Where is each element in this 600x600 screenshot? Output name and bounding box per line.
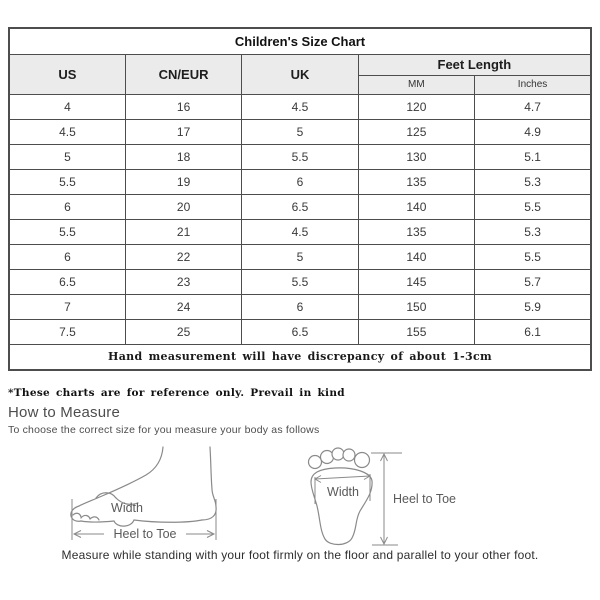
- table-row: [9, 269, 591, 294]
- table-cell: 5.7: [475, 269, 591, 294]
- table-cell: 7: [9, 294, 125, 319]
- table-cell: 120: [358, 94, 474, 119]
- table-row: [9, 94, 591, 119]
- toe-circle: [355, 453, 370, 468]
- table-row: [9, 144, 591, 169]
- table-cell: 4.9: [475, 119, 591, 144]
- table-row: [9, 219, 591, 244]
- table-cell: 21: [125, 219, 241, 244]
- table-row: [9, 119, 591, 144]
- table-cell: 5.1: [475, 144, 591, 169]
- measure-caption: Measure while standing with your foot firmly on the floor and parallel to your other foot.: [61, 548, 539, 562]
- column-header-mm: MM: [358, 75, 474, 94]
- reference-note: *These charts are for reference only. Prevail in kind: [8, 387, 345, 399]
- side-width-label: Width: [111, 501, 143, 515]
- size-table-header: [9, 28, 591, 94]
- size-chart-table: [8, 27, 592, 371]
- table-cell: 18: [125, 144, 241, 169]
- column-header-uk: UK: [242, 54, 358, 94]
- table-cell: 22: [125, 244, 241, 269]
- toe-circle: [343, 449, 355, 461]
- table-cell: 5.5: [242, 144, 358, 169]
- column-header-row: [9, 54, 591, 75]
- table-cell: 130: [358, 144, 474, 169]
- column-header-feet-length: Feet Length: [358, 54, 591, 75]
- table-cell: 5.9: [475, 294, 591, 319]
- table-row: [9, 194, 591, 219]
- table-cell: 17: [125, 119, 241, 144]
- size-table-body: [9, 94, 591, 344]
- table-cell: 5: [9, 144, 125, 169]
- table-cell: 23: [125, 269, 241, 294]
- table-row: [9, 294, 591, 319]
- side-foot-diagram: [52, 446, 232, 548]
- table-cell: 140: [358, 194, 474, 219]
- table-cell: 7.5: [9, 319, 125, 344]
- table-footnote: Hand measurement will have discrepancy of about 1-3cm: [9, 344, 591, 370]
- table-cell: 6.1: [475, 319, 591, 344]
- column-header-cn-eur: CN/EUR: [125, 54, 241, 94]
- table-cell: 155: [358, 319, 474, 344]
- table-cell: 145: [358, 269, 474, 294]
- table-cell: 24: [125, 294, 241, 319]
- table-cell: 5.5: [9, 219, 125, 244]
- table-cell: 6: [242, 294, 358, 319]
- table-cell: 6.5: [242, 319, 358, 344]
- toe-circle: [309, 456, 322, 469]
- table-cell: 5.3: [475, 169, 591, 194]
- table-cell: 25: [125, 319, 241, 344]
- table-row: [9, 319, 591, 344]
- table-cell: 4.5: [9, 119, 125, 144]
- table-cell: 135: [358, 169, 474, 194]
- table-cell: 4.5: [242, 94, 358, 119]
- top-foot-diagram: [305, 448, 465, 552]
- table-row: [9, 169, 591, 194]
- table-cell: 20: [125, 194, 241, 219]
- toe-circle: [321, 451, 334, 464]
- table-cell: 5.5: [475, 194, 591, 219]
- toe-circle: [332, 448, 344, 460]
- table-cell: 4.5: [242, 219, 358, 244]
- table-cell: 5: [242, 119, 358, 144]
- side-heel-to-toe-label: Heel to Toe: [113, 527, 177, 541]
- table-cell: 5.5: [9, 169, 125, 194]
- table-cell: 4.7: [475, 94, 591, 119]
- table-cell: 4: [9, 94, 125, 119]
- how-to-measure-heading: How to Measure: [8, 404, 121, 421]
- how-to-measure-intro: To choose the correct size for you measure your body as follows: [8, 424, 320, 436]
- table-cell: 150: [358, 294, 474, 319]
- column-header-inches: Inches: [475, 75, 591, 94]
- table-cell: 6: [9, 244, 125, 269]
- footnote-row: [9, 344, 591, 370]
- table-row: [9, 244, 591, 269]
- table-cell: 19: [125, 169, 241, 194]
- table-cell: 5.5: [242, 269, 358, 294]
- table-title-row: [9, 28, 591, 54]
- table-cell: 5: [242, 244, 358, 269]
- table-cell: 6: [9, 194, 125, 219]
- table-cell: 16: [125, 94, 241, 119]
- table-cell: 5.3: [475, 219, 591, 244]
- top-width-label: Width: [327, 485, 359, 499]
- top-heel-to-toe-label: Heel to Toe: [393, 492, 457, 506]
- side-foot-outline: [71, 447, 216, 526]
- table-title: Children's Size Chart: [9, 28, 591, 54]
- size-table-footer: [9, 344, 591, 370]
- table-cell: 6.5: [9, 269, 125, 294]
- table-cell: 135: [358, 219, 474, 244]
- column-header-us: US: [9, 54, 125, 94]
- table-cell: 6.5: [242, 194, 358, 219]
- table-cell: 5.5: [475, 244, 591, 269]
- table-cell: 140: [358, 244, 474, 269]
- table-cell: 125: [358, 119, 474, 144]
- table-cell: 6: [242, 169, 358, 194]
